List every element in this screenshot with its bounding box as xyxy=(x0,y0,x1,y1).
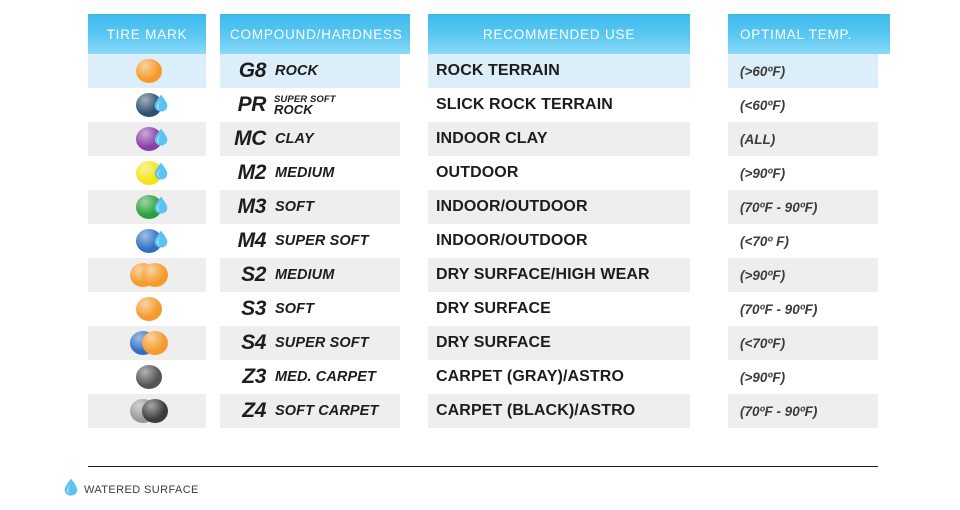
cell-optimal-temp xyxy=(728,54,900,88)
compound-hardness: SOFT xyxy=(275,199,315,215)
cell-tire-mark xyxy=(88,224,206,258)
cell-recommended-use xyxy=(428,190,716,224)
table-row xyxy=(88,190,878,224)
optimal-temp-text: (>60ºF) xyxy=(740,63,786,79)
compound-code: PR xyxy=(237,93,266,116)
compound-hardness: MEDIUM xyxy=(275,165,335,181)
compound-hardness: SUPER SOFT xyxy=(275,335,369,351)
tire-dot-group xyxy=(116,158,178,188)
cell-optimal-temp xyxy=(728,122,900,156)
tire-dot-group xyxy=(116,328,178,358)
compound-hardness: CLAY xyxy=(275,131,314,147)
table-row xyxy=(88,54,878,88)
cell-optimal-temp xyxy=(728,326,900,360)
header-optimal-temp: OPTIMAL TEMP. xyxy=(728,14,890,54)
water-droplet-icon xyxy=(154,162,168,180)
cell-compound xyxy=(220,224,420,258)
cell-optimal-temp xyxy=(728,258,900,292)
cell-compound xyxy=(220,156,420,190)
water-droplet-icon xyxy=(154,128,168,146)
cell-tire-mark xyxy=(88,292,206,326)
cell-optimal-temp xyxy=(728,190,900,224)
water-droplet-icon xyxy=(154,94,168,112)
cell-recommended-use xyxy=(428,326,716,360)
compound-code: S2 xyxy=(241,263,266,286)
optimal-temp-text: (>90ºF) xyxy=(740,369,786,385)
cell-recommended-use xyxy=(428,258,716,292)
cell-recommended-use xyxy=(428,224,716,258)
tire-dot-group xyxy=(116,226,178,256)
recommended-use-text: CARPET (BLACK)/ASTRO xyxy=(436,402,636,419)
water-droplet-icon xyxy=(154,196,168,214)
tire-dot-group xyxy=(116,260,178,290)
tire-dot xyxy=(136,297,162,321)
compound-hardness: ROCK xyxy=(275,63,319,79)
table-row xyxy=(88,122,878,156)
table-row xyxy=(88,258,878,292)
cell-recommended-use xyxy=(428,88,716,122)
header-tire-mark: TIRE MARK xyxy=(88,14,206,54)
recommended-use-text: INDOOR/OUTDOOR xyxy=(436,232,588,249)
optimal-temp-text: (>90ºF) xyxy=(740,165,786,181)
cell-compound xyxy=(220,394,420,428)
hardness-line-1: SUPER SOFT xyxy=(274,93,336,105)
tire-dot-group xyxy=(116,124,178,154)
recommended-use-text: DRY SURFACE xyxy=(436,334,551,351)
column-headers xyxy=(88,14,878,54)
cell-compound xyxy=(220,258,420,292)
cell-optimal-temp xyxy=(728,360,900,394)
compound-hardness: SOFT xyxy=(275,301,315,317)
legend-label: WATERED SURFACE xyxy=(84,483,199,496)
tire-dot-group xyxy=(116,294,178,324)
recommended-use-text: INDOOR/OUTDOOR xyxy=(436,198,588,215)
cell-compound xyxy=(220,292,420,326)
cell-compound xyxy=(220,326,420,360)
cell-optimal-temp xyxy=(728,156,900,190)
tire-dot-group xyxy=(116,56,178,86)
compound-code: S4 xyxy=(241,331,266,354)
compound-code: S3 xyxy=(241,297,266,320)
compound-hardness: MED. CARPET xyxy=(275,369,376,385)
cell-compound xyxy=(220,54,420,88)
legend-watered-surface xyxy=(64,478,199,501)
hardness-line-2: ROCK xyxy=(274,102,313,117)
compound-hardness: SOFT CARPET xyxy=(275,403,379,419)
table-row xyxy=(88,360,878,394)
compound-code: Z4 xyxy=(242,399,266,422)
cell-tire-mark xyxy=(88,360,206,394)
recommended-use-text: CARPET (GRAY)/ASTRO xyxy=(436,368,624,385)
cell-optimal-temp xyxy=(728,394,900,428)
cell-compound xyxy=(220,122,420,156)
tire-dot-group xyxy=(116,396,178,426)
water-droplet-icon xyxy=(64,478,78,501)
footer-divider xyxy=(88,466,878,467)
tire-dot xyxy=(142,331,168,355)
cell-optimal-temp xyxy=(728,224,900,258)
header-compound: COMPOUND/HARDNESS xyxy=(220,14,410,54)
header-recommended-use: RECOMMENDED USE xyxy=(428,14,690,54)
compound-code: G8 xyxy=(238,59,266,82)
table-row xyxy=(88,224,878,258)
table-row xyxy=(88,394,878,428)
tire-dot-group xyxy=(116,90,178,120)
tire-dot-group xyxy=(116,362,178,392)
recommended-use-text: DRY SURFACE xyxy=(436,300,551,317)
optimal-temp-text: (<70ºF) xyxy=(740,335,786,351)
cell-recommended-use xyxy=(428,156,716,190)
compound-table xyxy=(88,54,878,462)
compound-hardness xyxy=(274,95,336,116)
tire-dot xyxy=(136,365,162,389)
water-droplet-icon xyxy=(154,230,168,248)
recommended-use-text: ROCK TERRAIN xyxy=(436,62,560,79)
recommended-use-text: DRY SURFACE/HIGH WEAR xyxy=(436,266,650,283)
table-row xyxy=(88,88,878,122)
optimal-temp-text: (ALL) xyxy=(740,131,776,147)
cell-optimal-temp xyxy=(728,88,900,122)
compound-code: Z3 xyxy=(242,365,266,388)
cell-tire-mark xyxy=(88,190,206,224)
recommended-use-text: INDOOR CLAY xyxy=(436,130,548,147)
cell-recommended-use xyxy=(428,54,716,88)
cell-recommended-use xyxy=(428,122,716,156)
compound-code: MC xyxy=(234,127,266,150)
tire-dot xyxy=(142,263,168,287)
cell-compound xyxy=(220,88,420,122)
cell-optimal-temp xyxy=(728,292,900,326)
table-row xyxy=(88,326,878,360)
cell-recommended-use xyxy=(428,428,716,462)
optimal-temp-text: (<60ºF) xyxy=(740,97,786,113)
table-row xyxy=(88,292,878,326)
compound-hardness: SUPER SOFT xyxy=(275,233,369,249)
tire-dot-group xyxy=(116,192,178,222)
optimal-temp-text: (70ºF - 90ºF) xyxy=(740,403,818,419)
cell-tire-mark xyxy=(88,326,206,360)
cell-tire-mark xyxy=(88,122,206,156)
cell-tire-mark xyxy=(88,258,206,292)
cell-tire-mark xyxy=(88,156,206,190)
compound-hardness: MEDIUM xyxy=(275,267,335,283)
recommended-use-text: OUTDOOR xyxy=(436,164,519,181)
compound-code: M3 xyxy=(237,195,266,218)
tire-dot xyxy=(136,59,162,83)
optimal-temp-text: (70ºF - 90ºF) xyxy=(740,301,818,317)
compound-code: M4 xyxy=(237,229,266,252)
cell-optimal-temp xyxy=(728,428,900,462)
compound-code: M2 xyxy=(237,161,266,184)
cell-tire-mark xyxy=(88,394,206,428)
cell-tire-mark xyxy=(88,88,206,122)
cell-recommended-use xyxy=(428,360,716,394)
cell-tire-mark xyxy=(88,54,206,88)
tire-dot xyxy=(142,399,168,423)
cell-compound xyxy=(220,360,420,394)
cell-recommended-use xyxy=(428,394,716,428)
optimal-temp-text: (>90ºF) xyxy=(740,267,786,283)
optimal-temp-text: (70ºF - 90ºF) xyxy=(740,199,818,215)
optimal-temp-text: (<70º F) xyxy=(740,233,789,249)
table-row xyxy=(88,428,878,462)
cell-compound xyxy=(220,190,420,224)
cell-recommended-use xyxy=(428,292,716,326)
table-row xyxy=(88,156,878,190)
tire-dot-group xyxy=(116,430,178,460)
recommended-use-text: SLICK ROCK TERRAIN xyxy=(436,96,613,113)
cell-compound xyxy=(220,428,420,462)
cell-tire-mark xyxy=(88,428,206,462)
